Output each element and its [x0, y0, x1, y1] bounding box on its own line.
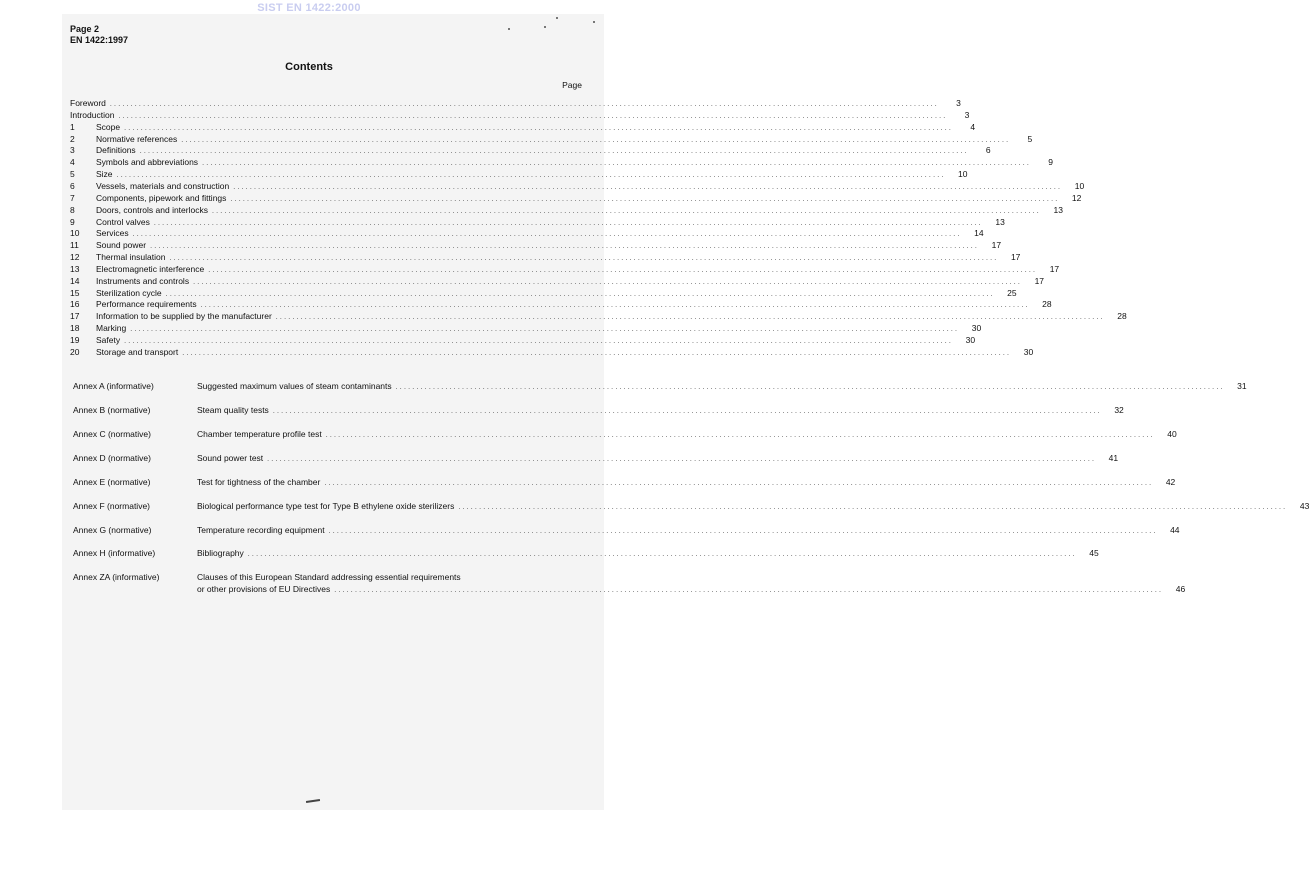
- dot-leader: ........................................................................................................................................................................................................: [211, 207, 1041, 215]
- toc-entry-page: 30: [971, 323, 982, 334]
- toc-entry-page: 30: [1023, 346, 1034, 357]
- toc-entry-page: 13: [1053, 204, 1063, 215]
- dot-leader: ........................................................................................................................................................................................................: [165, 290, 995, 298]
- toc-entry-number: 12: [70, 252, 80, 263]
- toc-entry-title: Normative references: [96, 133, 178, 144]
- toc-entry-page: 30: [965, 335, 976, 345]
- toc-entry-number: 10: [70, 228, 80, 239]
- annex-page: 42: [1165, 477, 1176, 487]
- annex-title: Chamber temperature profile test: [197, 429, 322, 439]
- toc-entry-title: Symbols and abbreviations: [96, 157, 199, 168]
- dot-leader: ........................................................................................................................................................................................................: [132, 231, 962, 239]
- toc-entry: [70, 275, 1045, 287]
- dot-leader: ........................................................................................................................................................................................................: [325, 432, 1155, 439]
- toc-entry: [70, 168, 968, 180]
- dot-leader: ........................................................................................................................................................................................................: [267, 456, 1097, 463]
- annex-title: or other provisions of EU Directives: [197, 584, 331, 594]
- toc-entry-number: 17: [70, 311, 80, 322]
- toc-entry: [70, 109, 970, 121]
- dot-leader: ........................................................................................................................................................................................................: [130, 326, 960, 334]
- annex-title: Temperature recording equipment: [197, 525, 325, 535]
- scan-speck: [544, 26, 546, 28]
- toc-entry-page: 17: [1010, 252, 1021, 263]
- toc-entry: [70, 192, 1082, 204]
- dot-leader: ........................................................................................................................................................................................................: [181, 136, 1011, 144]
- toc-entry: [70, 97, 961, 109]
- dot-leader: ........................................................................................................................................................................................................: [275, 314, 1105, 322]
- annex-label: Annex A (informative): [73, 381, 154, 391]
- toc-entry-number: 15: [70, 287, 80, 298]
- toc-entry: [70, 263, 1060, 275]
- toc-entry-page: 17: [991, 240, 1002, 251]
- annex-page: 31: [1237, 381, 1247, 391]
- annex-label: Annex F (normative): [73, 501, 150, 511]
- toc-entry-number: 5: [70, 169, 75, 180]
- toc-entry: [70, 346, 1034, 358]
- annex-title: Clauses of this European Standard addressing essential requirements: [197, 572, 461, 582]
- toc-entry: [70, 239, 1002, 251]
- toc-entry-number: 4: [70, 157, 75, 168]
- toc-entry-title: Vessels, materials and construction: [96, 180, 230, 191]
- toc-entry-page: 9: [1048, 157, 1054, 168]
- toc-entry-number: 1: [70, 121, 75, 132]
- toc-entry-title: Marking: [96, 323, 127, 334]
- annex-label: Annex ZA (informative): [73, 572, 160, 582]
- dot-leader: ........................................................................................................................................................................................................: [334, 587, 1164, 594]
- toc-entry-number: 9: [70, 216, 75, 227]
- toc-entry-title: Instruments and controls: [96, 275, 190, 286]
- toc-entry-page: 17: [1049, 263, 1060, 274]
- toc-entry-title: Size: [96, 169, 113, 180]
- annex-entry: [73, 476, 1176, 488]
- annex-entry: [73, 547, 1099, 559]
- annex-entry: [73, 380, 1247, 392]
- annex-title: Sound power test: [197, 453, 264, 463]
- toc-entry-title: Performance requirements: [96, 299, 197, 310]
- toc-entry: [70, 334, 976, 346]
- toc-entry-number: 14: [70, 275, 80, 286]
- toc-entry: [70, 287, 1017, 299]
- toc-entry-title: Control valves: [96, 216, 150, 227]
- dot-leader: ........................................................................................................................................................................................................: [139, 148, 969, 156]
- toc-entry: [70, 133, 1033, 145]
- toc-entry-page: 14: [974, 228, 984, 239]
- dot-leader: ........................................................................................................................................................................................................: [153, 219, 983, 227]
- toc-entry-page: 4: [970, 121, 976, 132]
- dot-leader: ........................................................................................................................................................................................................: [193, 278, 1023, 286]
- toc-entry-page: 3: [956, 98, 961, 108]
- toc-entry-page: 25: [1007, 287, 1017, 298]
- dot-leader: ........................................................................................................................................................................................................: [208, 266, 1038, 274]
- dot-leader: ........................................................................................................................................................................................................: [124, 338, 954, 345]
- annex-label: Annex B (normative): [73, 405, 151, 415]
- contents-title: Contents: [285, 61, 333, 73]
- toc-entry-number: 2: [70, 133, 75, 144]
- dot-leader: ........................................................................................................................................................................................................: [182, 349, 1012, 357]
- toc-entry-title: Components, pipework and fittings: [96, 192, 227, 203]
- toc-entry-page: 10: [1074, 180, 1085, 191]
- annex-title: Biological performance type test for Type B ethylene oxide sterilizers: [197, 501, 455, 511]
- dot-leader: ........................................................................................................................................................................................................: [230, 195, 1060, 203]
- annex-title: Bibliography: [197, 548, 244, 558]
- scan-speck: [593, 21, 595, 23]
- annex-entry: [73, 571, 1186, 595]
- toc-entry: [70, 121, 976, 133]
- toc-entry-title: Storage and transport: [96, 346, 179, 357]
- annex-label: Annex G (normative): [73, 525, 152, 535]
- annex-page: 45: [1089, 548, 1099, 558]
- toc-entry-number: 20: [70, 346, 80, 357]
- scan-speck: [508, 28, 510, 30]
- toc-entry: [70, 180, 1085, 192]
- dot-leader: ........................................................................................................................................................................................................: [202, 160, 1032, 168]
- annex-title: Test for tightness of the chamber: [197, 477, 321, 487]
- dot-leader: ........................................................................................................................................................................................................: [124, 124, 954, 132]
- toc-entry: [70, 156, 1054, 168]
- annex-entry: [73, 452, 1119, 464]
- toc-entry-page: 17: [1034, 275, 1045, 286]
- toc-entry-number: 18: [70, 323, 80, 334]
- annex-title: Suggested maximum values of steam contaminants: [197, 381, 392, 391]
- toc-entry-page: 28: [1117, 311, 1127, 322]
- dot-leader: ........................................................................................................................................................................................................: [233, 183, 1063, 191]
- page-column-label: Page: [562, 80, 582, 90]
- toc-entry-number: 16: [70, 299, 80, 310]
- annex-entry: [73, 428, 1177, 440]
- toc-entry-page: 28: [1042, 299, 1052, 310]
- toc-entry-title: Scope: [96, 121, 121, 132]
- toc-entry: [70, 216, 1005, 228]
- annex-page: 44: [1170, 525, 1180, 535]
- dot-leader: ........................................................................................................................................................................................................: [116, 172, 946, 180]
- dot-leader: ........................................................................................................................................................................................................: [395, 384, 1225, 391]
- toc-entry-page: 6: [985, 145, 991, 156]
- toc-entry-title: Electromagnetic interference: [96, 263, 205, 274]
- scan-speck: [556, 17, 558, 19]
- toc-entry-title: Sterilization cycle: [96, 287, 162, 298]
- toc-entry: [70, 144, 991, 156]
- toc-entry-page: 5: [1027, 133, 1033, 144]
- toc-entry: [70, 251, 1021, 263]
- annex-label: Annex E (normative): [73, 477, 151, 487]
- dot-leader: ........................................................................................................................................................................................................: [109, 101, 939, 108]
- toc-entry-title: Services: [96, 228, 129, 239]
- dot-leader: ........................................................................................................................................................................................................: [150, 243, 980, 251]
- annex-page: 41: [1108, 453, 1119, 463]
- toc-entry-number: 19: [70, 335, 80, 345]
- dot-leader: ........................................................................................................................................................................................................: [247, 551, 1077, 558]
- toc-entry: [70, 298, 1052, 310]
- toc-entry-title: Thermal insulation: [96, 252, 166, 263]
- toc-entry-number: 13: [70, 263, 80, 274]
- toc-entry: [70, 322, 982, 334]
- toc-entry-title: Information to be supplied by the manufacturer: [96, 311, 272, 322]
- dot-leader: ........................................................................................................................................................................................................: [328, 528, 1158, 535]
- watermark: SIST EN 1422:2000: [257, 2, 361, 14]
- toc-entry: [70, 310, 1127, 322]
- annex-page: 40: [1167, 429, 1177, 439]
- toc-entry-number: 8: [70, 204, 75, 215]
- dot-leader: ........................................................................................................................................................................................................: [169, 255, 999, 263]
- toc-entry-title: Introduction: [70, 109, 115, 120]
- toc-entry-page: 10: [958, 169, 968, 180]
- toc-entry-page: 13: [995, 216, 1005, 227]
- toc-entry-title: Foreword: [70, 98, 106, 108]
- annex-label: Annex C (normative): [73, 429, 151, 439]
- annex-entry: [73, 500, 1309, 512]
- annex-page: 43: [1299, 501, 1309, 511]
- toc-entry-number: 11: [70, 240, 79, 251]
- annex-label: Annex D (normative): [73, 453, 151, 463]
- annex-label: Annex H (informative): [73, 548, 156, 558]
- page-number-label: Page 2: [70, 24, 100, 34]
- dot-leader: ........................................................................................................................................................................................................: [200, 302, 1030, 310]
- toc-entry-number: 3: [70, 145, 75, 156]
- dot-leader: ........................................................................................................................................................................................................: [324, 480, 1154, 487]
- toc-entry-page: 3: [964, 109, 970, 120]
- annex-entry: [73, 524, 1180, 536]
- toc-entry-title: Safety: [96, 335, 121, 345]
- dot-leader: ........................................................................................................................................................................................................: [458, 504, 1288, 511]
- toc-entry-title: Definitions: [96, 145, 136, 156]
- annex-entry: [73, 404, 1124, 416]
- standard-id: EN 1422:1997: [70, 35, 129, 45]
- dot-leader: ........................................................................................................................................................................................................: [272, 408, 1102, 415]
- toc-entry-number: 6: [70, 180, 75, 191]
- dot-leader: ........................................................................................................................................................................................................: [118, 112, 948, 120]
- toc-entry: [70, 227, 984, 239]
- toc-entry: [70, 204, 1063, 216]
- toc-entry-title: Doors, controls and interlocks: [96, 204, 208, 215]
- annex-title: Steam quality tests: [197, 405, 269, 415]
- annex-page: 46: [1175, 584, 1186, 594]
- toc-entry-number: 7: [70, 192, 75, 203]
- toc-entry-page: 12: [1071, 192, 1082, 203]
- toc-entry-title: Sound power: [96, 240, 147, 251]
- annex-page: 32: [1114, 405, 1124, 415]
